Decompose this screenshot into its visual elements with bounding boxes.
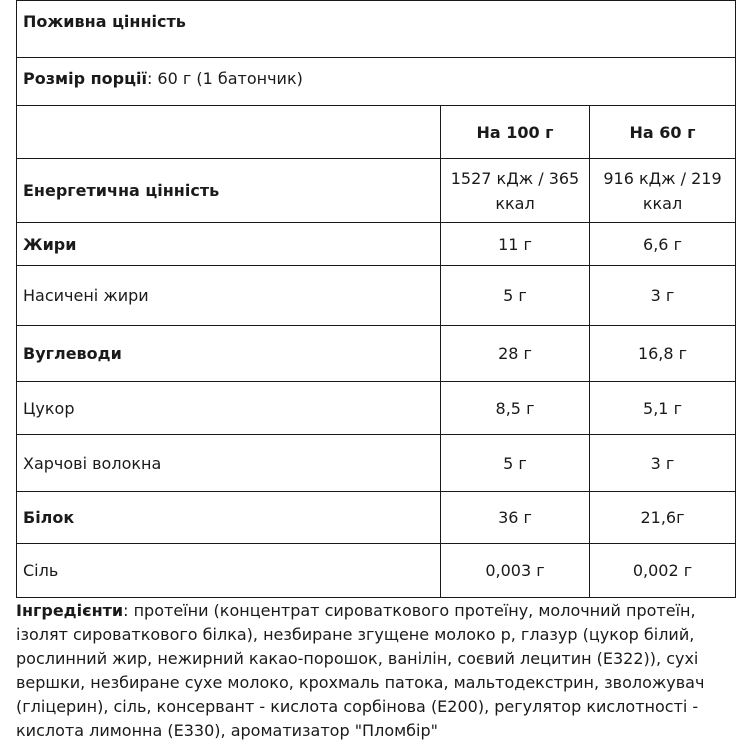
- row-per100: 28 г: [441, 326, 590, 382]
- table-row: [17, 223, 736, 266]
- table-row: [17, 326, 736, 382]
- row-name: Насичені жири: [17, 266, 441, 326]
- row-per100: 8,5 г: [441, 382, 590, 435]
- header-row: [17, 106, 736, 159]
- header-cell-per100: На 100 г: [441, 106, 590, 159]
- table-row: [17, 266, 736, 326]
- row-name: Вуглеводи: [17, 326, 441, 382]
- row-per60: 0,002 г: [590, 544, 736, 598]
- table-row: [17, 544, 736, 598]
- table-title-text: Поживна цінність: [23, 12, 186, 31]
- row-name: Жири: [17, 223, 441, 266]
- ingredients-paragraph: [16, 599, 736, 743]
- row-per100: 11 г: [441, 223, 590, 266]
- ingredients-text: : протеїни (концентрат сироваткового протеїну, молочний протеїн, ізолят сироваткового білка), незбиране згущене молоко р, глазур (цукор білий, рослинний жир, нежирний какао-порошок, ванілін, соєвий лецитин (E322)), сухі вершки, незбиране сухе молоко, крохмаль патока, мальтодекстрин, зволожувач (гліцерин), сіль, консервант - кислота сорбінова (E200), регулятор кислотності - кислота лимонна (E330), ароматизатор "Пломбір": [16, 601, 705, 740]
- serving-size: [17, 58, 736, 106]
- row-name: Харчові волокна: [17, 435, 441, 492]
- table-title: [17, 1, 736, 58]
- row-name: Енергетична цінність: [17, 159, 441, 223]
- table-title-row: [17, 1, 736, 58]
- table-row: [17, 382, 736, 435]
- row-per60: 916 кДж / 219 ккал: [590, 159, 736, 223]
- row-per60: 16,8 г: [590, 326, 736, 382]
- row-per60: 3 г: [590, 266, 736, 326]
- row-per100: 5 г: [441, 435, 590, 492]
- row-name: Сіль: [17, 544, 441, 598]
- header-cell-empty: [17, 106, 441, 159]
- ingredients-label: Інгредієнти: [16, 601, 124, 620]
- table-row: [17, 159, 736, 223]
- row-per60: 5,1 г: [590, 382, 736, 435]
- row-name: Цукор: [17, 382, 441, 435]
- table-row: [17, 492, 736, 544]
- row-per60: 6,6 г: [590, 223, 736, 266]
- row-per100: 0,003 г: [441, 544, 590, 598]
- row-per60: 3 г: [590, 435, 736, 492]
- serving-row: [17, 58, 736, 106]
- serving-label: Розмір порції: [23, 69, 147, 88]
- row-per100: 36 г: [441, 492, 590, 544]
- row-name: Білок: [17, 492, 441, 544]
- header-cell-per60: На 60 г: [590, 106, 736, 159]
- row-per100: 1527 кДж / 365 ккал: [441, 159, 590, 223]
- table-row: [17, 435, 736, 492]
- nutrition-table: [16, 0, 736, 598]
- row-per100: 5 г: [441, 266, 590, 326]
- row-per60: 21,6г: [590, 492, 736, 544]
- serving-value: : 60 г (1 батончик): [146, 69, 303, 88]
